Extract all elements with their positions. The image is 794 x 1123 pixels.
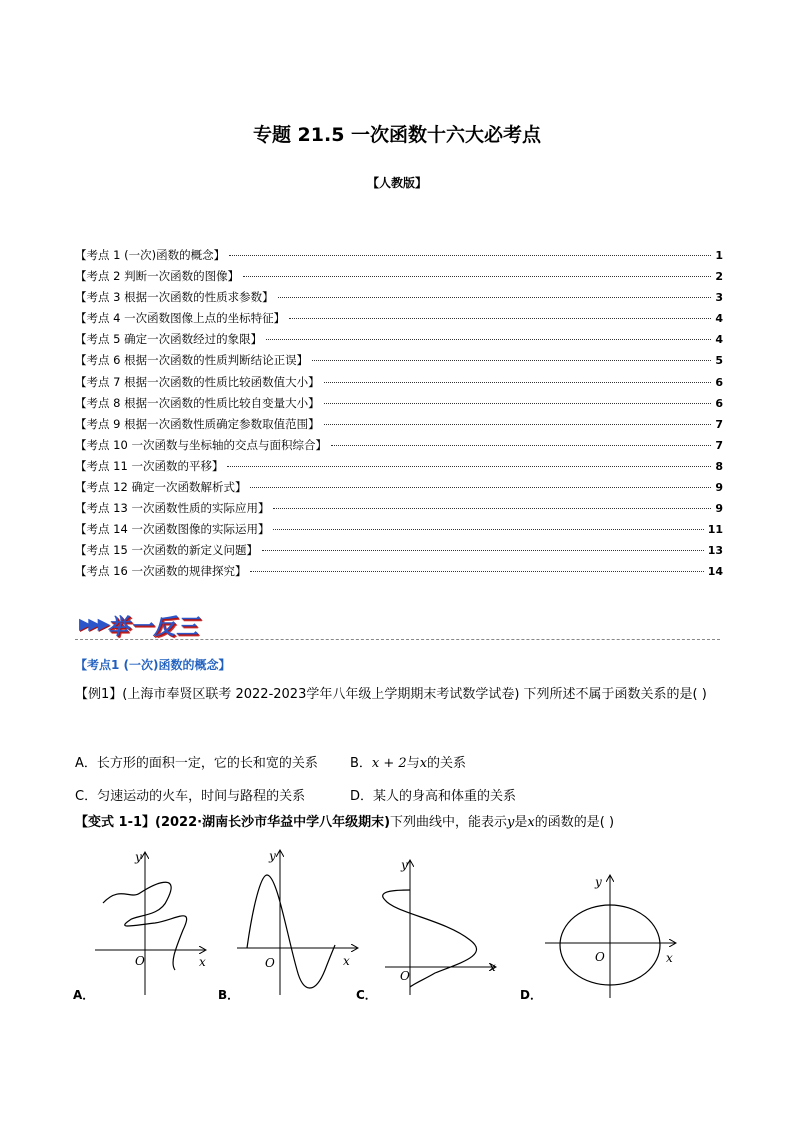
variant-text-c: 的函数的是( ) — [534, 815, 615, 830]
toc-entry-label: 【考点 5 确定一次函数经过的象限】 — [75, 332, 263, 347]
toc-page-number: 3 — [715, 291, 723, 305]
option-d: D．某人的身高和体重的关系 — [350, 789, 517, 804]
origin-label: O — [400, 969, 410, 983]
table-of-contents — [75, 247, 723, 585]
toc-leader-dots — [312, 360, 711, 361]
edition-label: 【人教版】 — [366, 176, 427, 190]
toc-entry-label: 【考点 11 一次函数的平移】 — [75, 458, 224, 473]
toc-page-number: 7 — [715, 438, 723, 452]
toc-page-number: 6 — [715, 396, 723, 410]
toc-leader-dots — [229, 255, 711, 256]
origin-label: O — [135, 954, 145, 968]
option-a: A．长方形的面积一定，它的长和宽的关系 — [75, 756, 318, 771]
graph-c — [365, 855, 510, 1005]
option-b-prefix: B． — [350, 756, 372, 771]
toc-entry[interactable] — [75, 521, 723, 542]
y-axis-label: y — [401, 858, 408, 872]
banner-divider — [75, 639, 720, 640]
graph-b-label: B． — [218, 988, 240, 1002]
toc-page-number: 2 — [715, 270, 723, 284]
x-axis-label: x — [666, 951, 673, 965]
toc-entry[interactable] — [75, 500, 723, 521]
y-axis-label: y — [269, 849, 276, 863]
toc-entry[interactable] — [75, 352, 723, 373]
toc-page-number: 14 — [707, 565, 723, 579]
toc-leader-dots — [250, 571, 703, 572]
example-tag: 【例1】 — [75, 687, 123, 702]
x-axis-label: x — [343, 954, 350, 968]
toc-entry[interactable] — [75, 289, 723, 310]
toc-page-number: 4 — [715, 312, 723, 326]
variant-text-b: 是 — [514, 815, 528, 830]
section-banner — [75, 610, 720, 644]
origin-label: O — [595, 950, 605, 964]
toc-entry[interactable] — [75, 395, 723, 416]
toc-page-number: 7 — [715, 417, 723, 431]
toc-page-number: 5 — [715, 354, 723, 368]
graph-a — [75, 845, 215, 1005]
toc-page-number: 9 — [715, 481, 723, 495]
option-b-suffix: 的关系 — [427, 756, 467, 771]
option-b-math: x + 2 — [371, 756, 407, 771]
option-c: C．匀速运动的火车，时间与路程的关系 — [75, 789, 306, 804]
variant-var-y: y — [507, 815, 515, 830]
graph-a-label: A． — [73, 988, 95, 1002]
example-text: (上海市奉贤区联考 2022-2023学年八年级上学期期末考试数学试卷) 下列所述不属于函数关系的是( ) — [122, 687, 707, 702]
toc-page-number: 1 — [715, 249, 723, 262]
toc-entry[interactable] — [75, 331, 723, 352]
variant-question — [75, 812, 725, 834]
toc-entry[interactable] — [75, 479, 723, 500]
banner-arrows-icon: ▶▶▶ — [79, 614, 107, 633]
option-b-var: x — [419, 756, 428, 771]
origin-label: O — [265, 956, 275, 970]
toc-leader-dots — [273, 529, 703, 530]
toc-leader-dots — [324, 424, 712, 425]
variant-text-a: 下列曲线中，能表示 — [390, 815, 508, 830]
toc-leader-dots — [250, 487, 711, 488]
toc-entry[interactable] — [75, 374, 723, 395]
toc-entry-label: 【考点 4 一次函数图像上点的坐标特征】 — [75, 311, 286, 326]
toc-entry-label: 【考点 10 一次函数与坐标轴的交点与面积综合】 — [75, 437, 327, 452]
toc-leader-dots — [324, 403, 712, 404]
page-title: 专题 21.5 一次函数十六大必考点 — [252, 124, 542, 146]
variant-tag: 【变式 1-1】 — [75, 815, 156, 830]
toc-entry-label: 【考点 1 (一次)函数的概念】 — [75, 248, 226, 262]
toc-entry[interactable] — [75, 437, 723, 458]
y-axis-label: y — [135, 850, 142, 864]
toc-leader-dots — [278, 297, 712, 298]
toc-entry-label: 【考点 14 一次函数图像的实际运用】 — [75, 522, 270, 537]
toc-entry-label: 【考点 13 一次函数性质的实际应用】 — [75, 501, 270, 516]
toc-entry-label: 【考点 15 一次函数的新定义问题】 — [75, 543, 258, 558]
toc-leader-dots — [262, 550, 704, 551]
toc-entry-label: 【考点 3 根据一次函数的性质求参数】 — [75, 290, 274, 305]
toc-leader-dots — [331, 445, 711, 446]
toc-entry[interactable] — [75, 458, 723, 479]
toc-leader-dots — [227, 466, 711, 467]
toc-entry[interactable] — [75, 310, 723, 331]
toc-entry-label: 【考点 16 一次函数的规律探究】 — [75, 564, 247, 579]
toc-entry-label: 【考点 2 判断一次函数的图像】 — [75, 269, 240, 284]
toc-page-number: 6 — [715, 375, 723, 389]
variant-var-x: x — [527, 815, 535, 830]
section-heading: 【考点1 (一次)函数的概念】 — [75, 658, 231, 672]
graph-d — [535, 870, 685, 1000]
variant-source: (2022·湖南长沙市华益中学八年级期末) — [155, 815, 391, 830]
curve-b — [247, 875, 335, 988]
toc-page-number: 11 — [707, 523, 723, 537]
toc-entry[interactable] — [75, 247, 723, 268]
y-axis-label: y — [595, 875, 602, 889]
toc-entry[interactable] — [75, 416, 723, 437]
x-axis-label: x — [199, 955, 206, 969]
toc-leader-dots — [243, 276, 711, 277]
graph-b — [225, 845, 365, 1005]
x-axis-label: x — [489, 960, 496, 974]
option-b-mid: 与 — [406, 756, 420, 771]
toc-leader-dots — [324, 382, 712, 383]
graph-d-label: D． — [520, 988, 542, 1002]
toc-leader-dots — [273, 508, 711, 509]
banner-text: 举一反三 — [107, 615, 200, 640]
toc-entry[interactable] — [75, 268, 723, 289]
toc-page-number: 13 — [707, 544, 723, 558]
curve-c — [383, 890, 477, 987]
graph-c-label: C． — [356, 988, 377, 1002]
toc-page-number: 9 — [715, 502, 723, 516]
toc-entry-label: 【考点 8 根据一次函数的性质比较自变量大小】 — [75, 395, 320, 410]
toc-page-number: 4 — [715, 333, 723, 347]
toc-entry-label: 【考点 7 根据一次函数的性质比较函数值大小】 — [75, 374, 320, 389]
toc-entry-label: 【考点 12 确定一次函数解析式】 — [75, 480, 247, 495]
toc-leader-dots — [266, 339, 711, 340]
toc-leader-dots — [289, 318, 711, 319]
option-b — [350, 752, 466, 771]
example-question — [75, 684, 725, 706]
toc-entry[interactable] — [75, 542, 723, 563]
toc-page-number: 8 — [715, 459, 723, 473]
toc-entry[interactable] — [75, 563, 723, 584]
toc-entry-label: 【考点 9 根据一次函数性质确定参数取值范围】 — [75, 416, 320, 431]
toc-entry-label: 【考点 6 根据一次函数的性质判断结论正误】 — [75, 353, 309, 368]
